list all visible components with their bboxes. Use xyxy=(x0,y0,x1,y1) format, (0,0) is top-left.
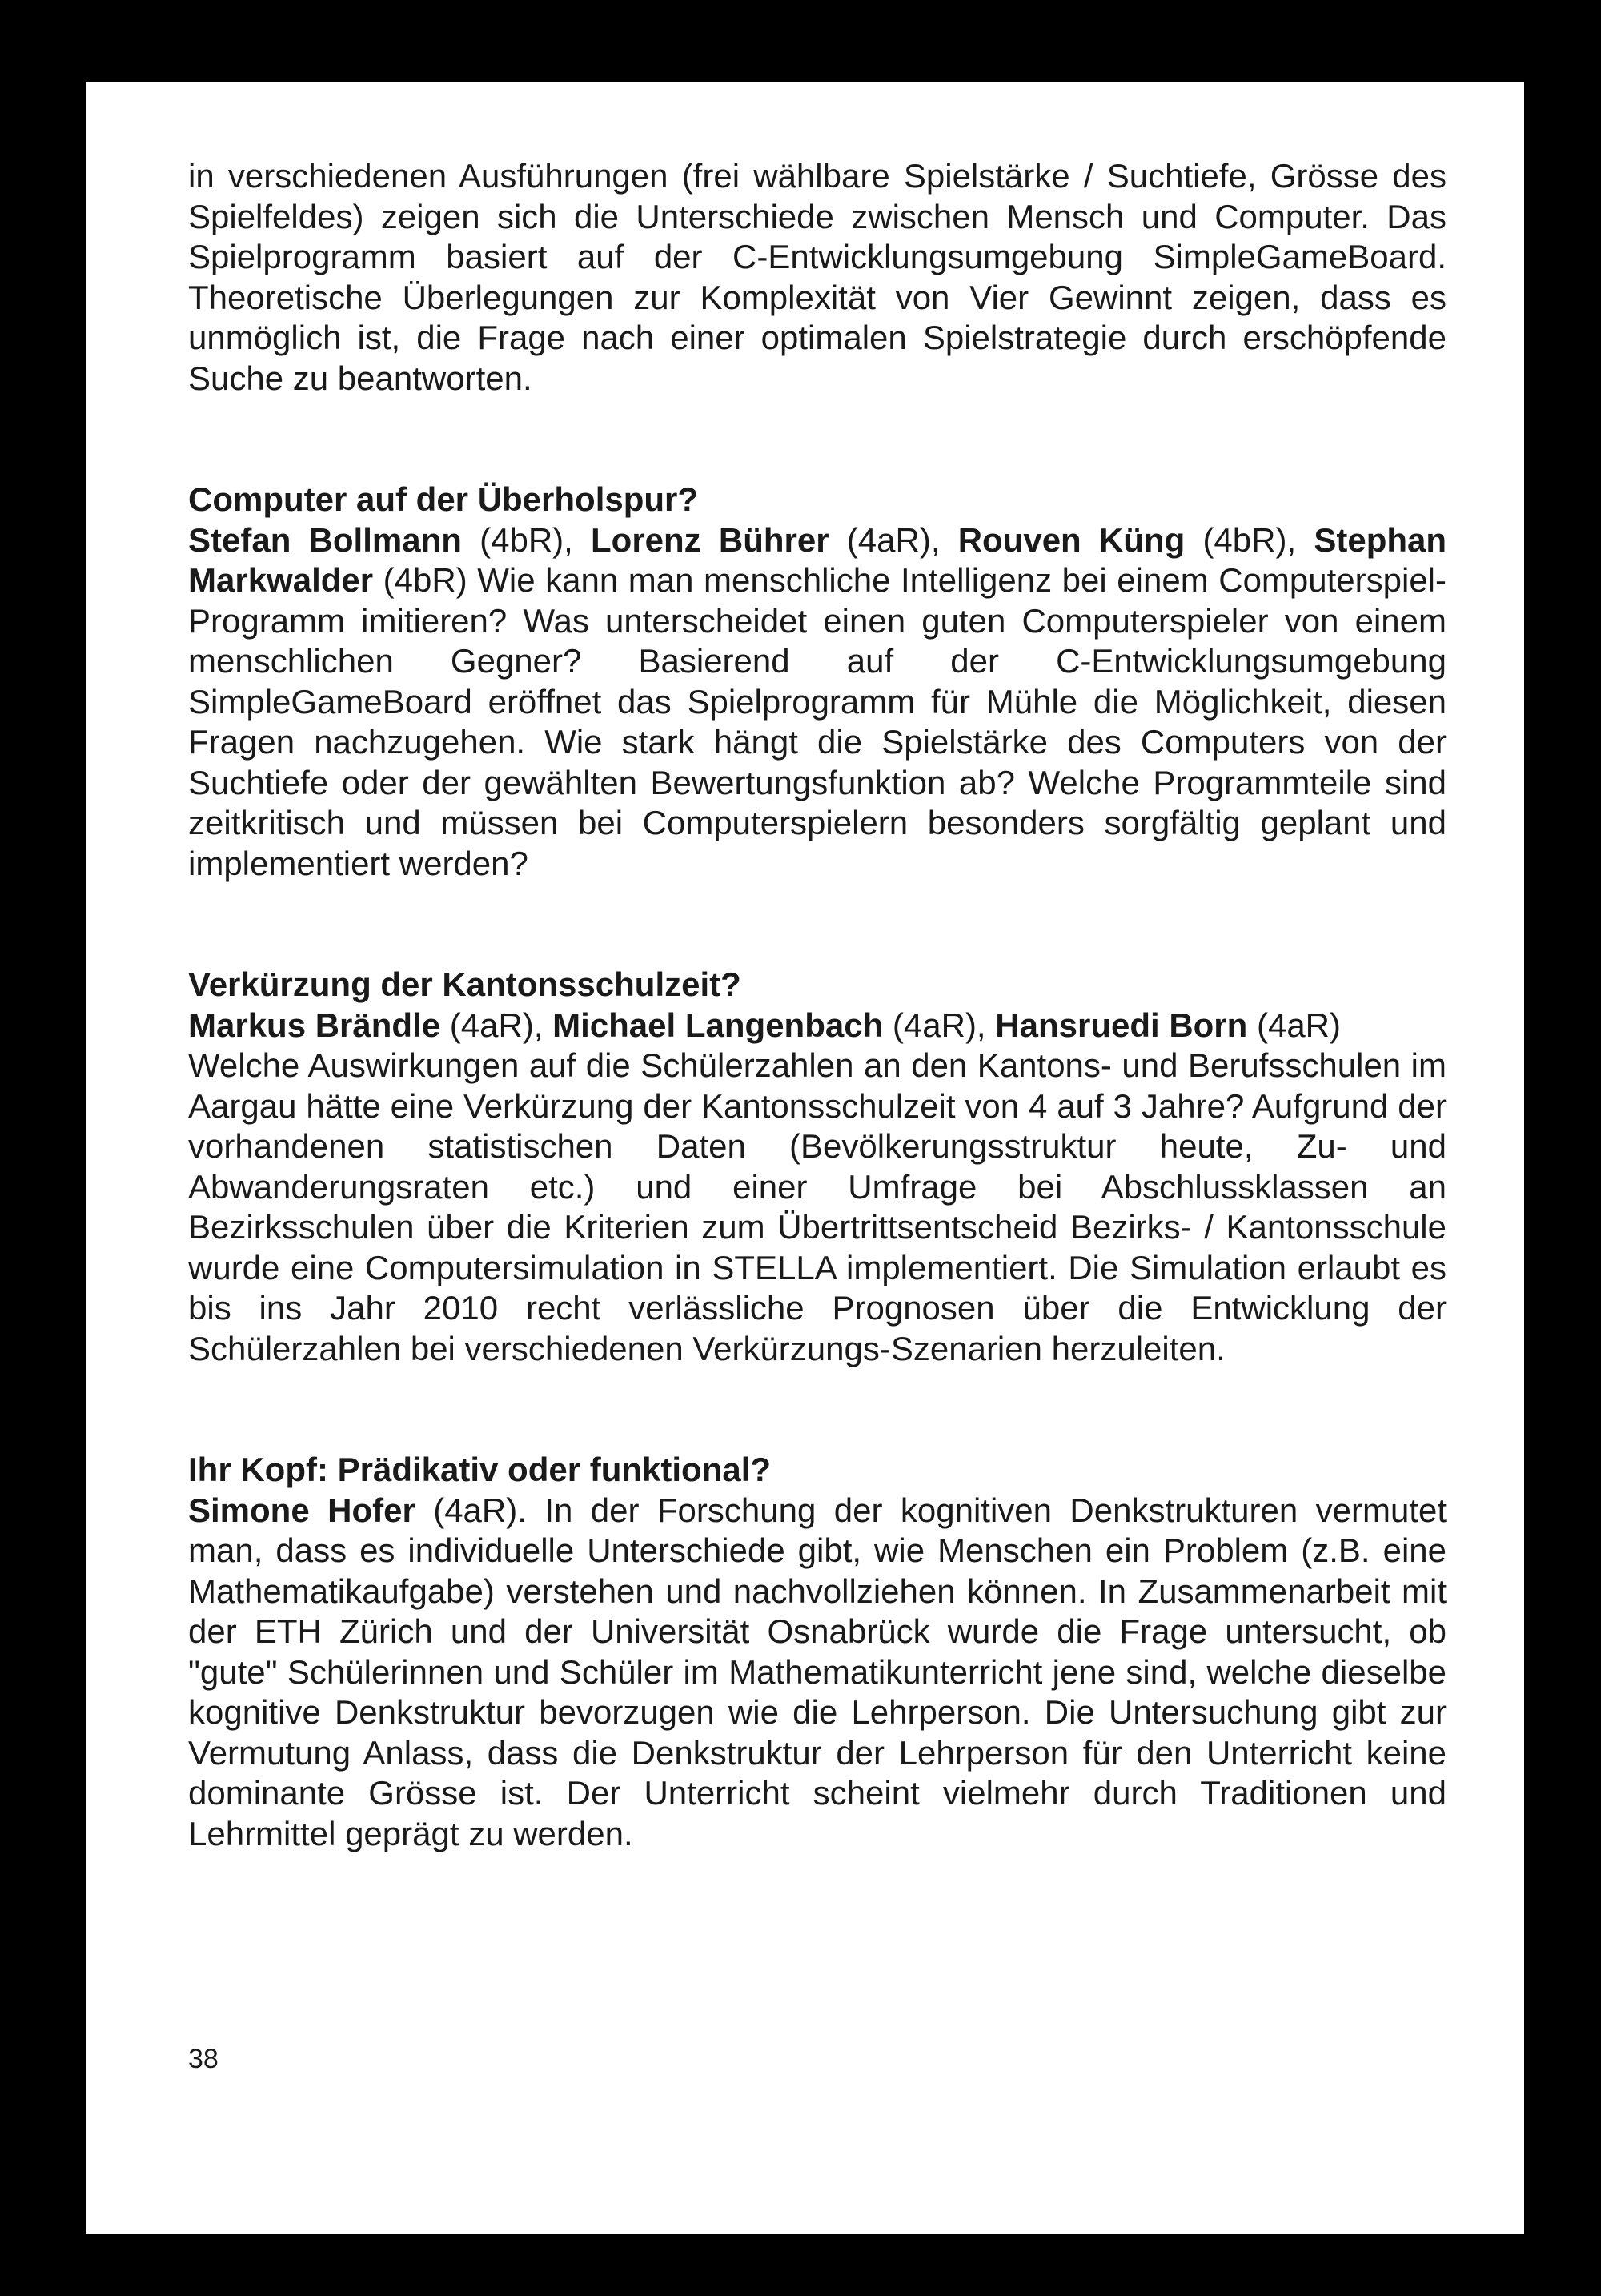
abstract-text: Wie kann man menschliche Intelligenz bei einem Computerspiel-Programm imitieren? Was unterscheidet einen guten Computerspieler von einem menschlichen Gegner? Basierend auf der C-Entwicklungsumgebung SimpleGameBoard eröffnet das Spielprogramm für Mühle die Möglichkeit, diesen Fragen nachzugehen. Wie stark hängt die Spielstärke des Computers von der Suchtiefe oder der gewählten Bewertungsfunktion ab? Welche Programmteile sind zeitkritisch und müssen bei Computerspielern besonders sorgfältig geplant und implementiert werden? xyxy=(188,561,1447,882)
page-number: 38 xyxy=(188,2044,219,2074)
author-class: (4bR) xyxy=(373,561,478,599)
author-name: Markus Brändle xyxy=(188,1006,441,1044)
author-name: Michael Langenbach xyxy=(552,1006,884,1044)
section-spacer xyxy=(188,884,1447,965)
author-class: (4bR), xyxy=(461,520,592,559)
author-line xyxy=(188,1006,1447,1046)
author-class: (4bR), xyxy=(1185,520,1314,559)
section-title: Computer auf der Überholspur? xyxy=(188,480,699,518)
section-spacer xyxy=(188,1369,1447,1450)
section-body xyxy=(188,1491,1447,1855)
intro-paragraph: in verschiedenen Ausführungen (frei wählbare Spielstärke / Suchtiefe, Grösse des Spielfeldes) zeigen sich die Unterschiede zwischen Mensch und Computer. Das Spielprogramm basiert auf der C-Entwicklungsumgebung SimpleGameBoard. Theoretische Überlegungen zur Komplexität von Vier Gewinnt zeigen, dass es unmöglich ist, die Frage nach einer optimalen Spielstrategie durch erschöpfende Suche zu beantworten. xyxy=(188,157,1447,397)
page-content xyxy=(188,156,1447,1854)
abstract-text: In der Forschung der kognitiven Denkstrukturen vermutet man, dass es individuelle Unterschiede gibt, wie Menschen ein Problem (z.B. eine Mathematikaufgabe) verstehen und nachvollziehen können. In Zusammenarbeit mit der ETH Zürich und der Universität Osnabrück wurde die Frage untersucht, ob "gute" Schülerinnen und Schüler im Mathematikunterricht jene sind, welche dieselbe kognitive Denkstruktur bevorzugen wie die Lehrperson. Die Untersuchung gibt zur Vermutung Anlass, dass die Denkstruktur der Lehrperson für den Unterricht keine dominante Grösse ist. Der Unterricht scheint vielmehr durch Traditionen und Lehrmittel geprägt zu werden. xyxy=(188,1491,1447,1852)
section-computer-ueberholspur xyxy=(188,480,1447,884)
author-class: (4aR) xyxy=(1247,1006,1342,1044)
author-name: Simone Hofer xyxy=(188,1491,415,1529)
author-name: Lorenz Bührer xyxy=(591,520,829,559)
section-kantonsschulzeit xyxy=(188,965,1447,1369)
section-body xyxy=(188,520,1447,885)
author-class: (4aR), xyxy=(829,520,958,559)
author-class: (4aR). xyxy=(415,1491,545,1529)
author-name: Stephan Markwalder xyxy=(188,520,1447,599)
section-title: Ihr Kopf: Prädikativ oder funktional? xyxy=(188,1451,772,1488)
section-ihr-kopf xyxy=(188,1450,1447,1854)
author-name: Hansruedi Born xyxy=(995,1006,1248,1044)
section-spacer xyxy=(188,399,1447,480)
abstract-text: Welche Auswirkungen auf die Schülerzahlen an den Kantons- und Berufsschulen im Aargau hätte eine Verkürzung der Kantonsschulzeit von 4 auf 3 Jahre? Aufgrund der vorhandenen statistischen Daten (Bevölkerungsstruktur heute, Zu- und Abwanderungsraten etc.) und einer Umfrage bei Abschlussklassen an Bezirksschulen über die Kriterien zum Übertrittsentscheid Bezirks- / Kantonsschule wurde eine Computersimulation in STELLA implementiert. Die Simulation erlaubt es bis ins Jahr 2010 recht verlässliche Prognosen über die Entwicklung der Schülerzahlen bei verschiedenen Verkürzungs-Szenarien herzuleiten. xyxy=(188,1046,1447,1367)
section-title: Verkürzung der Kantonsschulzeit? xyxy=(188,965,741,1003)
author-name: Rouven Küng xyxy=(957,520,1186,559)
author-class: (4aR), xyxy=(440,1006,553,1044)
author-class: (4aR), xyxy=(883,1006,996,1044)
author-name: Stefan Bollmann xyxy=(188,520,462,559)
